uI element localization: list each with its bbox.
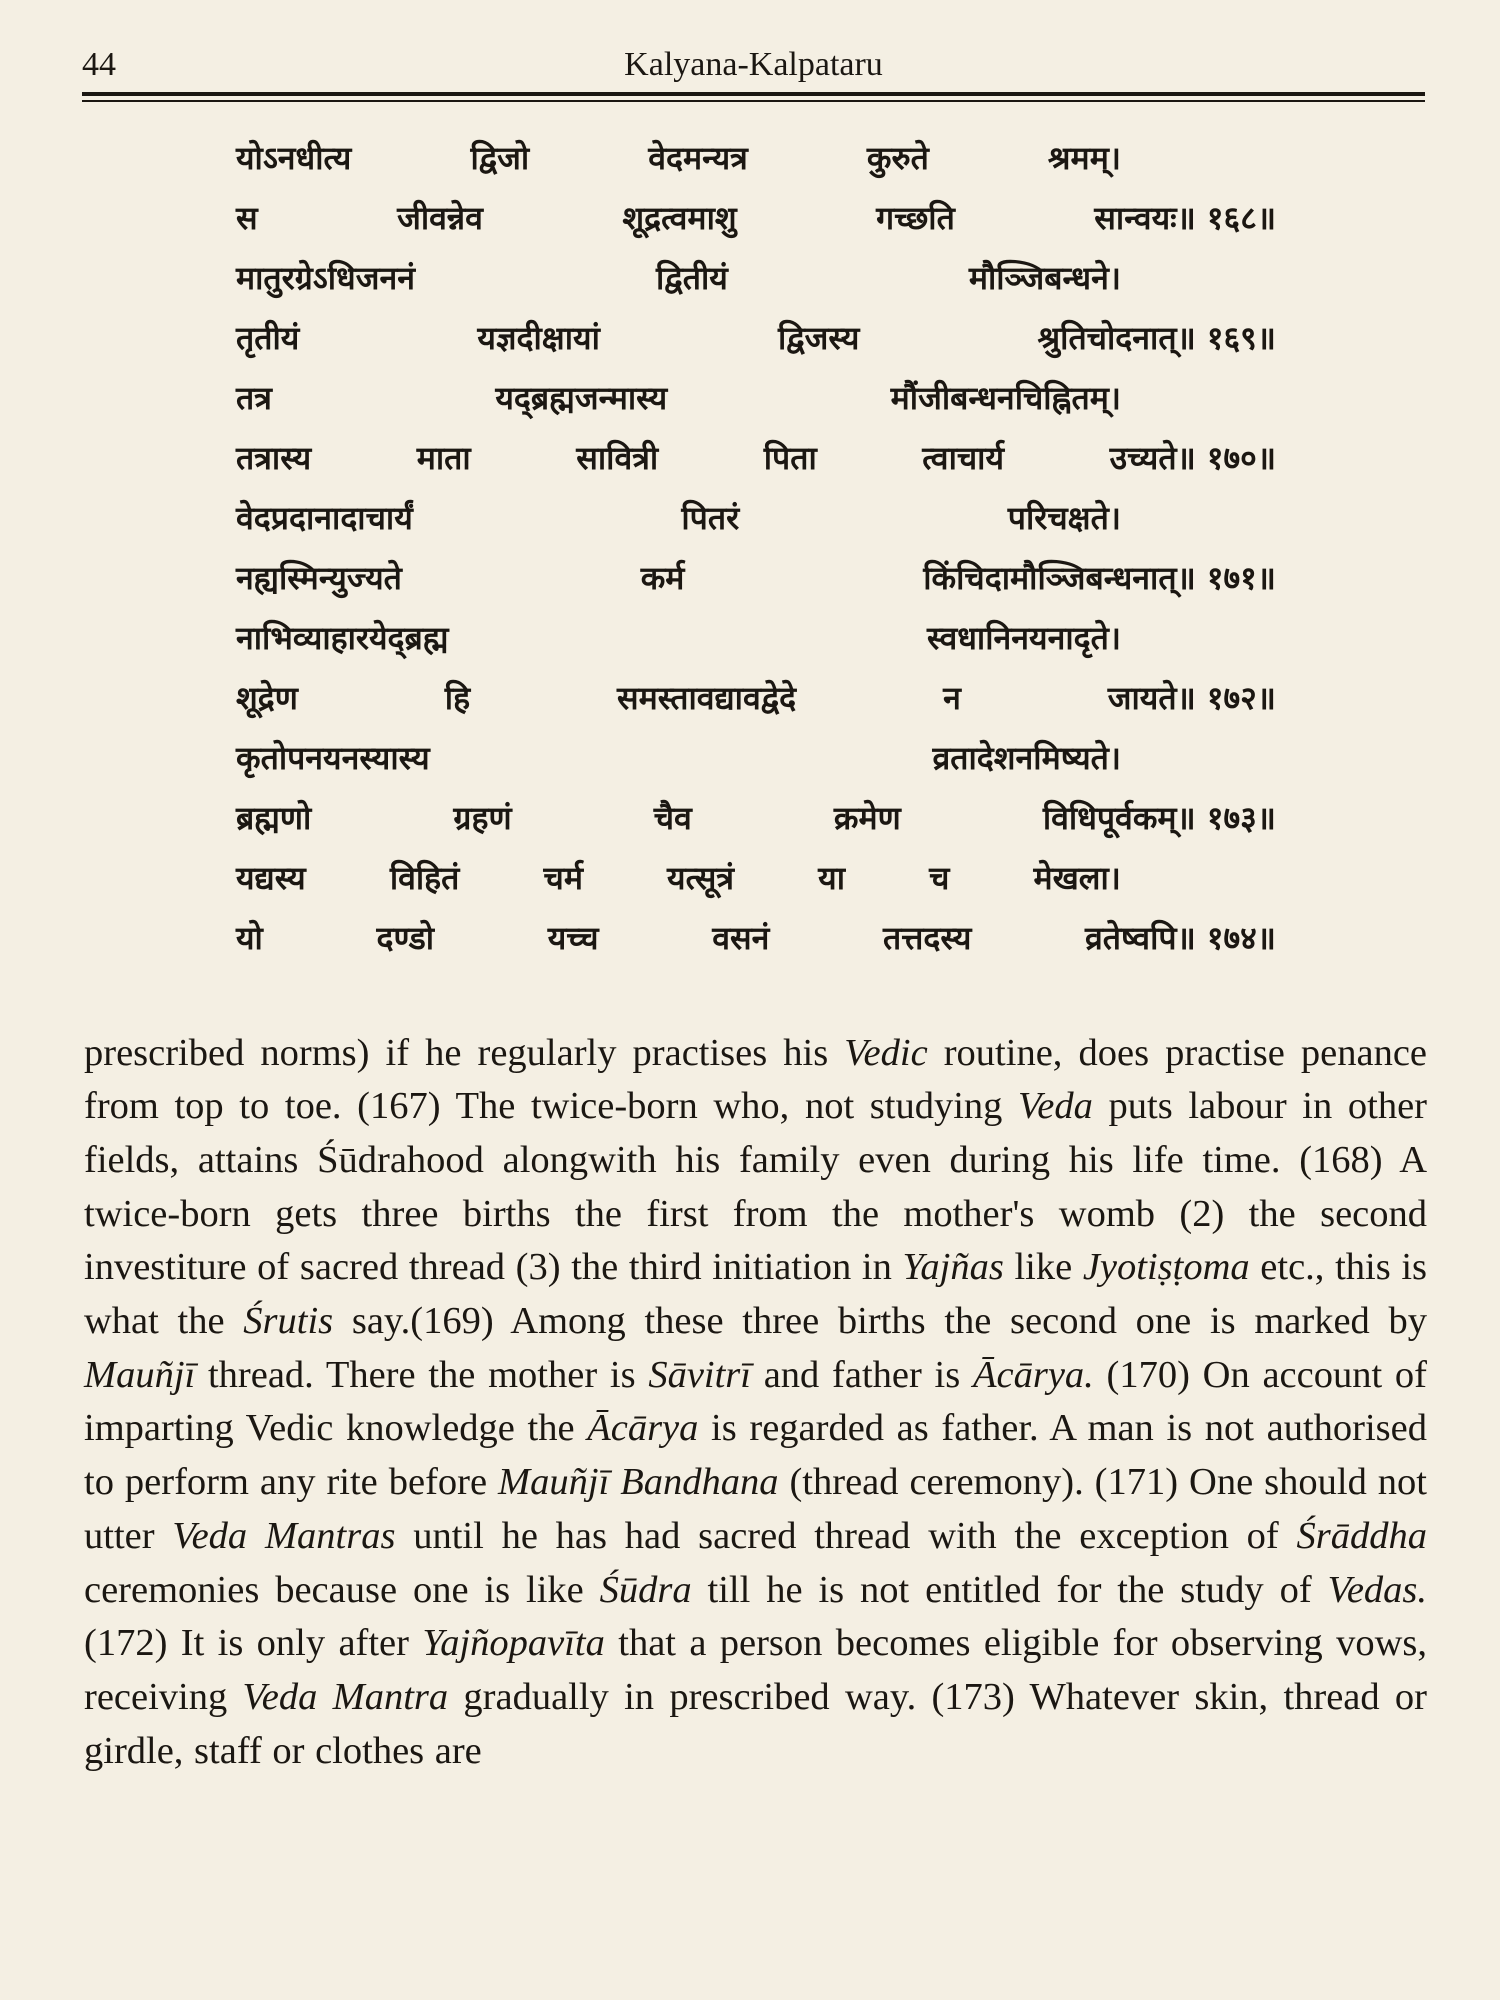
translation-text: etc., this is what the	[84, 1246, 1428, 1343]
sanskrit-verses	[236, 128, 1276, 968]
verse-word: माता	[416, 439, 471, 477]
verse-word: मेखला।	[1033, 859, 1121, 897]
page-header	[82, 38, 1425, 88]
verse-word: जायते॥ १७२॥	[1107, 679, 1276, 717]
verse-word: समस्तावद्यावद्वेदे	[616, 679, 797, 717]
verse-word: सान्वयः॥ १६८॥	[1094, 199, 1276, 237]
verse-word: द्विजस्य	[777, 319, 860, 357]
italic-term: Mauñjī	[84, 1353, 196, 1396]
verse-word: वेदमन्यत्र	[648, 139, 748, 177]
verse-word: ग्रहणं	[453, 799, 512, 837]
page-number: 44	[82, 46, 116, 83]
translation-text: routine, does practise penance from top to toe. (167) The twice-born who, not studying	[84, 1031, 1427, 1128]
verse-word: शूद्रत्वमाशु	[622, 199, 737, 237]
verse-word: श्रमम्।	[1047, 139, 1121, 177]
verse-word: तत्रास्य	[236, 439, 312, 477]
verse-word: यच्च	[547, 919, 599, 957]
verse-word: गच्छति	[876, 199, 955, 237]
verse-line	[236, 308, 1276, 368]
italic-term: Śrāddha	[1296, 1514, 1427, 1557]
italic-term: Vedic	[844, 1031, 928, 1074]
verse-word: तृतीयं	[236, 319, 300, 357]
translation-text: say.(169) Among these three births the second one is marked by	[333, 1300, 1427, 1343]
verse-word: दण्डो	[376, 919, 435, 957]
verse-line	[236, 128, 1121, 188]
verse-word: योऽनधीत्य	[236, 139, 352, 177]
verse-line	[236, 188, 1276, 248]
verse-line	[236, 668, 1276, 728]
italic-term: Mauñjī Bandhana	[498, 1461, 779, 1504]
verse-line	[236, 848, 1121, 908]
verse-word: उच्यते॥ १७०॥	[1109, 439, 1276, 477]
verse-word: व्रतादेशनमिष्यते।	[932, 739, 1121, 777]
verse-word: क्रमेण	[833, 799, 901, 837]
verse-word: विधिपूर्वकम्॥ १७३॥	[1042, 799, 1276, 837]
verse-word: न	[943, 679, 961, 717]
verse-word: शूद्रेण	[236, 679, 298, 717]
verse-word: पिता	[763, 439, 817, 477]
translation-text: gradually in prescribed way. (173) Whatever skin, thread or girdle, staff or clothes are	[84, 1675, 1427, 1772]
translation-text: and father is	[750, 1353, 973, 1396]
english-translation	[84, 1027, 1427, 1779]
verse-word: मौंजीबन्धनचिह्नितम्।	[890, 379, 1121, 417]
verse-word: यद्ब्रह्मजन्मास्य	[495, 379, 668, 417]
translation-text: is regarded as father. A man is not authorised to perform any rite before	[84, 1407, 1427, 1504]
translation-text: like	[1003, 1246, 1083, 1289]
verse-word: कृतोपनयनस्यास्य	[236, 739, 430, 777]
verse-line	[236, 908, 1276, 968]
italic-term: Yajñopavīta	[422, 1622, 605, 1665]
italic-term: Ācārya.	[972, 1353, 1094, 1396]
verse-word: ब्रह्मणो	[236, 799, 312, 837]
verse-word: च	[929, 859, 950, 897]
verse-word: किंचिदामौञ्जिबन्धनात्॥ १७१॥	[923, 559, 1276, 597]
verse-line	[236, 248, 1121, 308]
verse-word: नाभिव्याहारयेद्ब्रह्म	[236, 619, 449, 657]
verse-word: व्रतेष्वपि॥ १७४॥	[1085, 919, 1276, 957]
italic-term: Jyotiṣṭoma	[1082, 1246, 1250, 1289]
verse-word: जीवन्नेव	[397, 199, 483, 237]
verse-line	[236, 428, 1276, 488]
verse-line	[236, 548, 1276, 608]
translation-text: (thread ceremony). (171) One should not utter	[84, 1461, 1428, 1557]
translation-text: till he is not entitled for the study of	[691, 1568, 1328, 1611]
italic-term: Vedas.	[1327, 1568, 1428, 1611]
verse-word: नह्यस्मिन्युज्यते	[236, 559, 402, 597]
translation-text: until he has had sacred thread with the exception of	[395, 1514, 1297, 1557]
running-title: Kalyana-Kalpataru	[624, 46, 883, 83]
verse-line	[236, 368, 1121, 428]
translation-text: puts labour in other fields, attains Śūdrahood alongwith his family even during his life time. (168) A twice-born gets three births the first from the mother's womb (2) the second investiture of sacred thread (3) the third initiation in	[84, 1085, 1427, 1289]
italic-term: Veda Mantras	[172, 1514, 396, 1557]
translation-text: (172) It is only after	[84, 1622, 423, 1665]
verse-word: यत्सूत्रं	[667, 859, 735, 897]
italic-term: Veda Mantra	[242, 1675, 449, 1718]
italic-term: Śrutis	[243, 1300, 334, 1343]
translation-text: thread. There the mother is	[195, 1353, 649, 1396]
verse-word: वसनं	[712, 919, 770, 957]
verse-word: तत्र	[236, 379, 272, 417]
verse-line	[236, 788, 1276, 848]
verse-word: यो	[236, 919, 263, 957]
verse-word: चैव	[653, 799, 692, 837]
header-rule-thin	[82, 100, 1425, 102]
translation-text: (170) On account of imparting Vedic knowledge the	[84, 1353, 1427, 1450]
verse-word: द्विजो	[470, 139, 530, 177]
verse-word: परिचक्षते।	[1007, 499, 1121, 537]
italic-term: Sāvitrī	[648, 1353, 751, 1396]
verse-word: स	[236, 199, 258, 237]
verse-line	[236, 608, 1121, 668]
verse-word: पितरं	[681, 499, 740, 537]
verse-line	[236, 488, 1121, 548]
verse-word: हि	[444, 679, 471, 717]
translation-text: ceremonies because one is like	[84, 1568, 600, 1611]
header-rule-thick	[82, 92, 1425, 96]
verse-word: वेदप्रदानादाचार्यं	[236, 499, 413, 537]
verse-word: मातुरग्रेऽधिजननं	[236, 259, 415, 297]
verse-word: या	[818, 859, 845, 897]
verse-word: कुरुते	[866, 139, 929, 177]
verse-word: विहितं	[389, 859, 460, 897]
italic-term: Śūdra	[599, 1568, 692, 1611]
verse-word: यद्यस्य	[236, 859, 306, 897]
verse-word: स्वधानिनयनादृते।	[927, 619, 1121, 657]
verse-word: सावित्री	[576, 439, 659, 477]
italic-term: Ācārya	[587, 1407, 699, 1450]
italic-term: Yajñas	[902, 1246, 1004, 1289]
verse-line	[236, 728, 1121, 788]
verse-word: मौञ्जिबन्धने।	[968, 259, 1121, 297]
translation-text: prescribed norms) if he regularly practises his	[84, 1031, 845, 1074]
verse-word: श्रुतिचोदनात्॥ १६९॥	[1037, 319, 1276, 357]
verse-word: यज्ञदीक्षायां	[477, 319, 600, 357]
verse-word: कर्म	[640, 559, 685, 597]
verse-word: द्वितीयं	[656, 259, 728, 297]
verse-word: त्वाचार्य	[922, 439, 1005, 477]
verse-word: चर्म	[543, 859, 583, 897]
italic-term: Veda	[1018, 1085, 1093, 1128]
verse-word: तत्तदस्य	[883, 919, 972, 957]
translation-text: that a person becomes eligible for observing vows, receiving	[84, 1622, 1427, 1718]
